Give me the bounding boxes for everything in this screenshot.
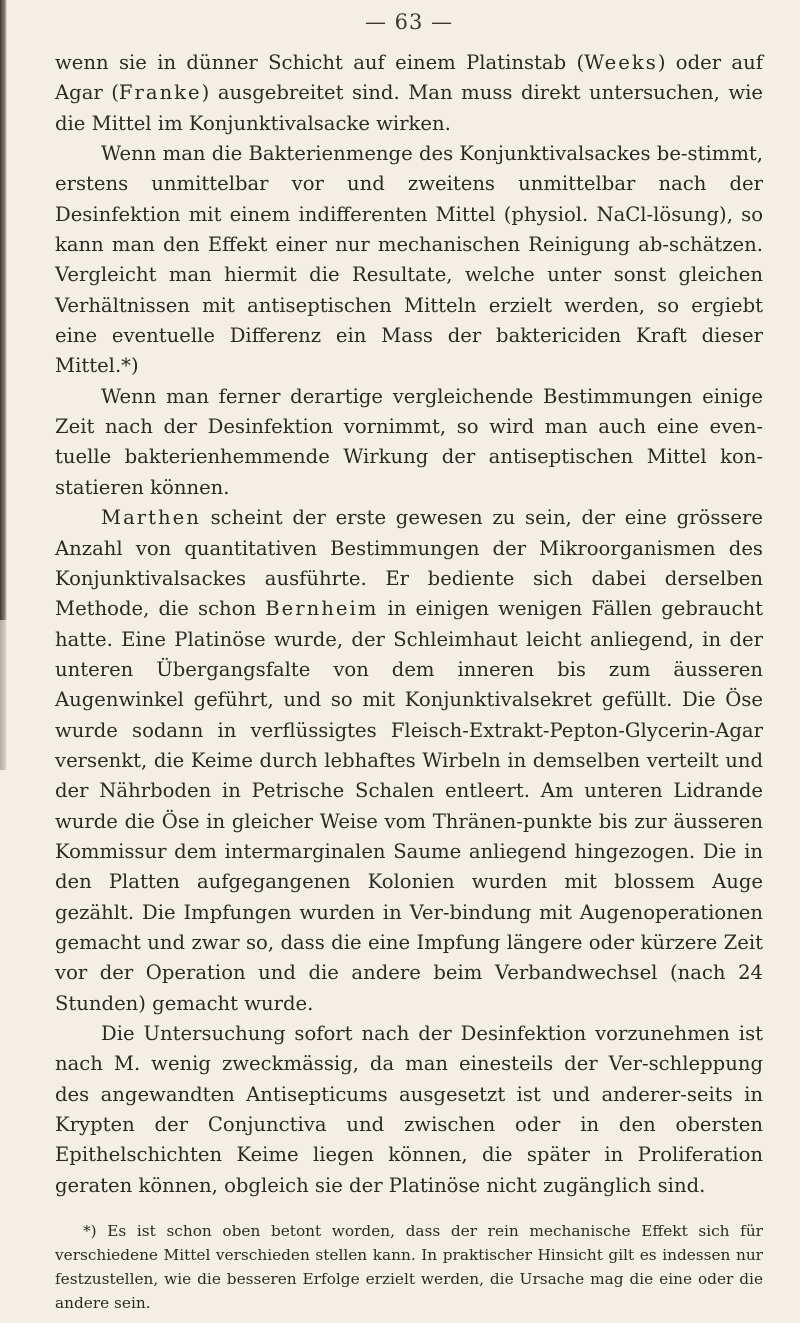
footnote bbox=[55, 1219, 763, 1315]
paragraph-text: Wenn man ferner derartige vergleichende Bestimmungen einige Zeit nach der Desinfektion vornimmt, so wird man auch eine even-tuelle bakterienhemmende Wirkung der antiseptischen Mittel kon-statieren können. bbox=[55, 384, 763, 499]
paragraph bbox=[55, 139, 763, 382]
paragraph-text: scheint der erste gewesen zu sein, der eine grössere Anzahl von quantitativen Bestimmungen der Mikroorganismen des Konjunktivalsackes ausführte. Er bediente sich dabei derselben Methode, die schon bbox=[55, 506, 763, 621]
author-name: Marthen bbox=[101, 506, 201, 530]
page-binding-shadow bbox=[0, 620, 7, 770]
page-binding-edge bbox=[0, 0, 7, 620]
paragraph bbox=[55, 1019, 763, 1201]
author-name: Franke bbox=[118, 81, 202, 105]
author-name: Bernheim bbox=[265, 597, 379, 621]
page-number: — 63 — bbox=[364, 10, 454, 34]
paragraph-text: in einigen wenigen Fällen gebraucht hatte. Eine Platinöse wurde, der Schleimhaut leicht anliegend, in der unteren Übergangsfalte von dem inneren bis zum äusseren Augenwinkel geführt, und so mit Konjunktivalsekret gefüllt. Die Öse wurde sodann in verflüssigtes Fleisch-Extrakt-Pepton-Glycerin-Agar versenkt, die Keime durch lebhaftes Wirbeln in demselben verteilt und der Nährboden in Petrische Schalen entleert. Am unteren Lidrande wurde die Öse in gleicher Weise vom Thränen-punkte bis zur äusseren Kommissur dem intermarginalen Saume anliegend hingezogen. Die in den Platten aufgegangenen Kolonien wurden mit blossem Auge gezählt. Die Impfungen wurden in Ver-bindung mit Augenoperationen gemacht und zwar so, dass die eine Impfung längere oder kürzere Zeit vor der Operation und die andere beim Verbandwechsel (nach 24 Stunden) gemacht wurde. bbox=[55, 597, 764, 1015]
paragraph-text: Wenn man die Bakterienmenge des Konjunktivalsackes be-stimmt, erstens unmittelbar vor und zweitens unmittelbar nach der Desinfektion mit einem indifferenten Mittel (physiol. NaCl-lösung), so kann man den Effekt einer nur mechanischen Reinigung ab-schätzen. Vergleicht man hiermit die Resultate, welche unter sonst gleichen Verhältnissen mit antiseptischen Mitteln erzielt werden, so ergiebt eine eventuelle Differenz ein Mass der baktericiden Kraft dieser Mittel.*) bbox=[55, 142, 763, 378]
footnote-text: *) Es ist schon oben betont worden, dass der rein mechanische Effekt sich für verschiedene Mittel verschieden stellen kann. In praktischer Hinsicht gilt es indessen nur festzustellen, wie die besseren Erfolge erzielt werden, die Ursache mag die eine oder die andere sein. bbox=[55, 1222, 763, 1313]
body-text bbox=[55, 48, 763, 1201]
paragraph bbox=[55, 503, 763, 1019]
paragraph bbox=[55, 48, 763, 139]
paragraph-text: Die Untersuchung sofort nach der Desinfektion vorzunehmen ist nach M. wenig zweckmässig, da man einesteils der Ver-schleppung des angewandten Antisepticums ausgesetzt ist und anderer-seits in Krypten der Conjunctiva und zwischen oder in den obersten Epithelschichten Keime liegen können, die später in Proliferation geraten können, obgleich sie der Platinöse nicht zugänglich sind. bbox=[55, 1022, 763, 1197]
author-name: Weeks bbox=[584, 51, 658, 74]
paragraph-text: ) ausgebreitet sind. Man muss direkt untersuchen, wie die Mittel im Konjunktivalsacke wirken. bbox=[55, 81, 763, 135]
paragraph-text: ) oder auf Agar ( bbox=[55, 51, 763, 105]
book-page bbox=[55, 10, 763, 1315]
paragraph-text: wenn sie in dünner Schicht auf einem Platinstab ( bbox=[55, 51, 585, 74]
paragraph bbox=[55, 382, 763, 503]
